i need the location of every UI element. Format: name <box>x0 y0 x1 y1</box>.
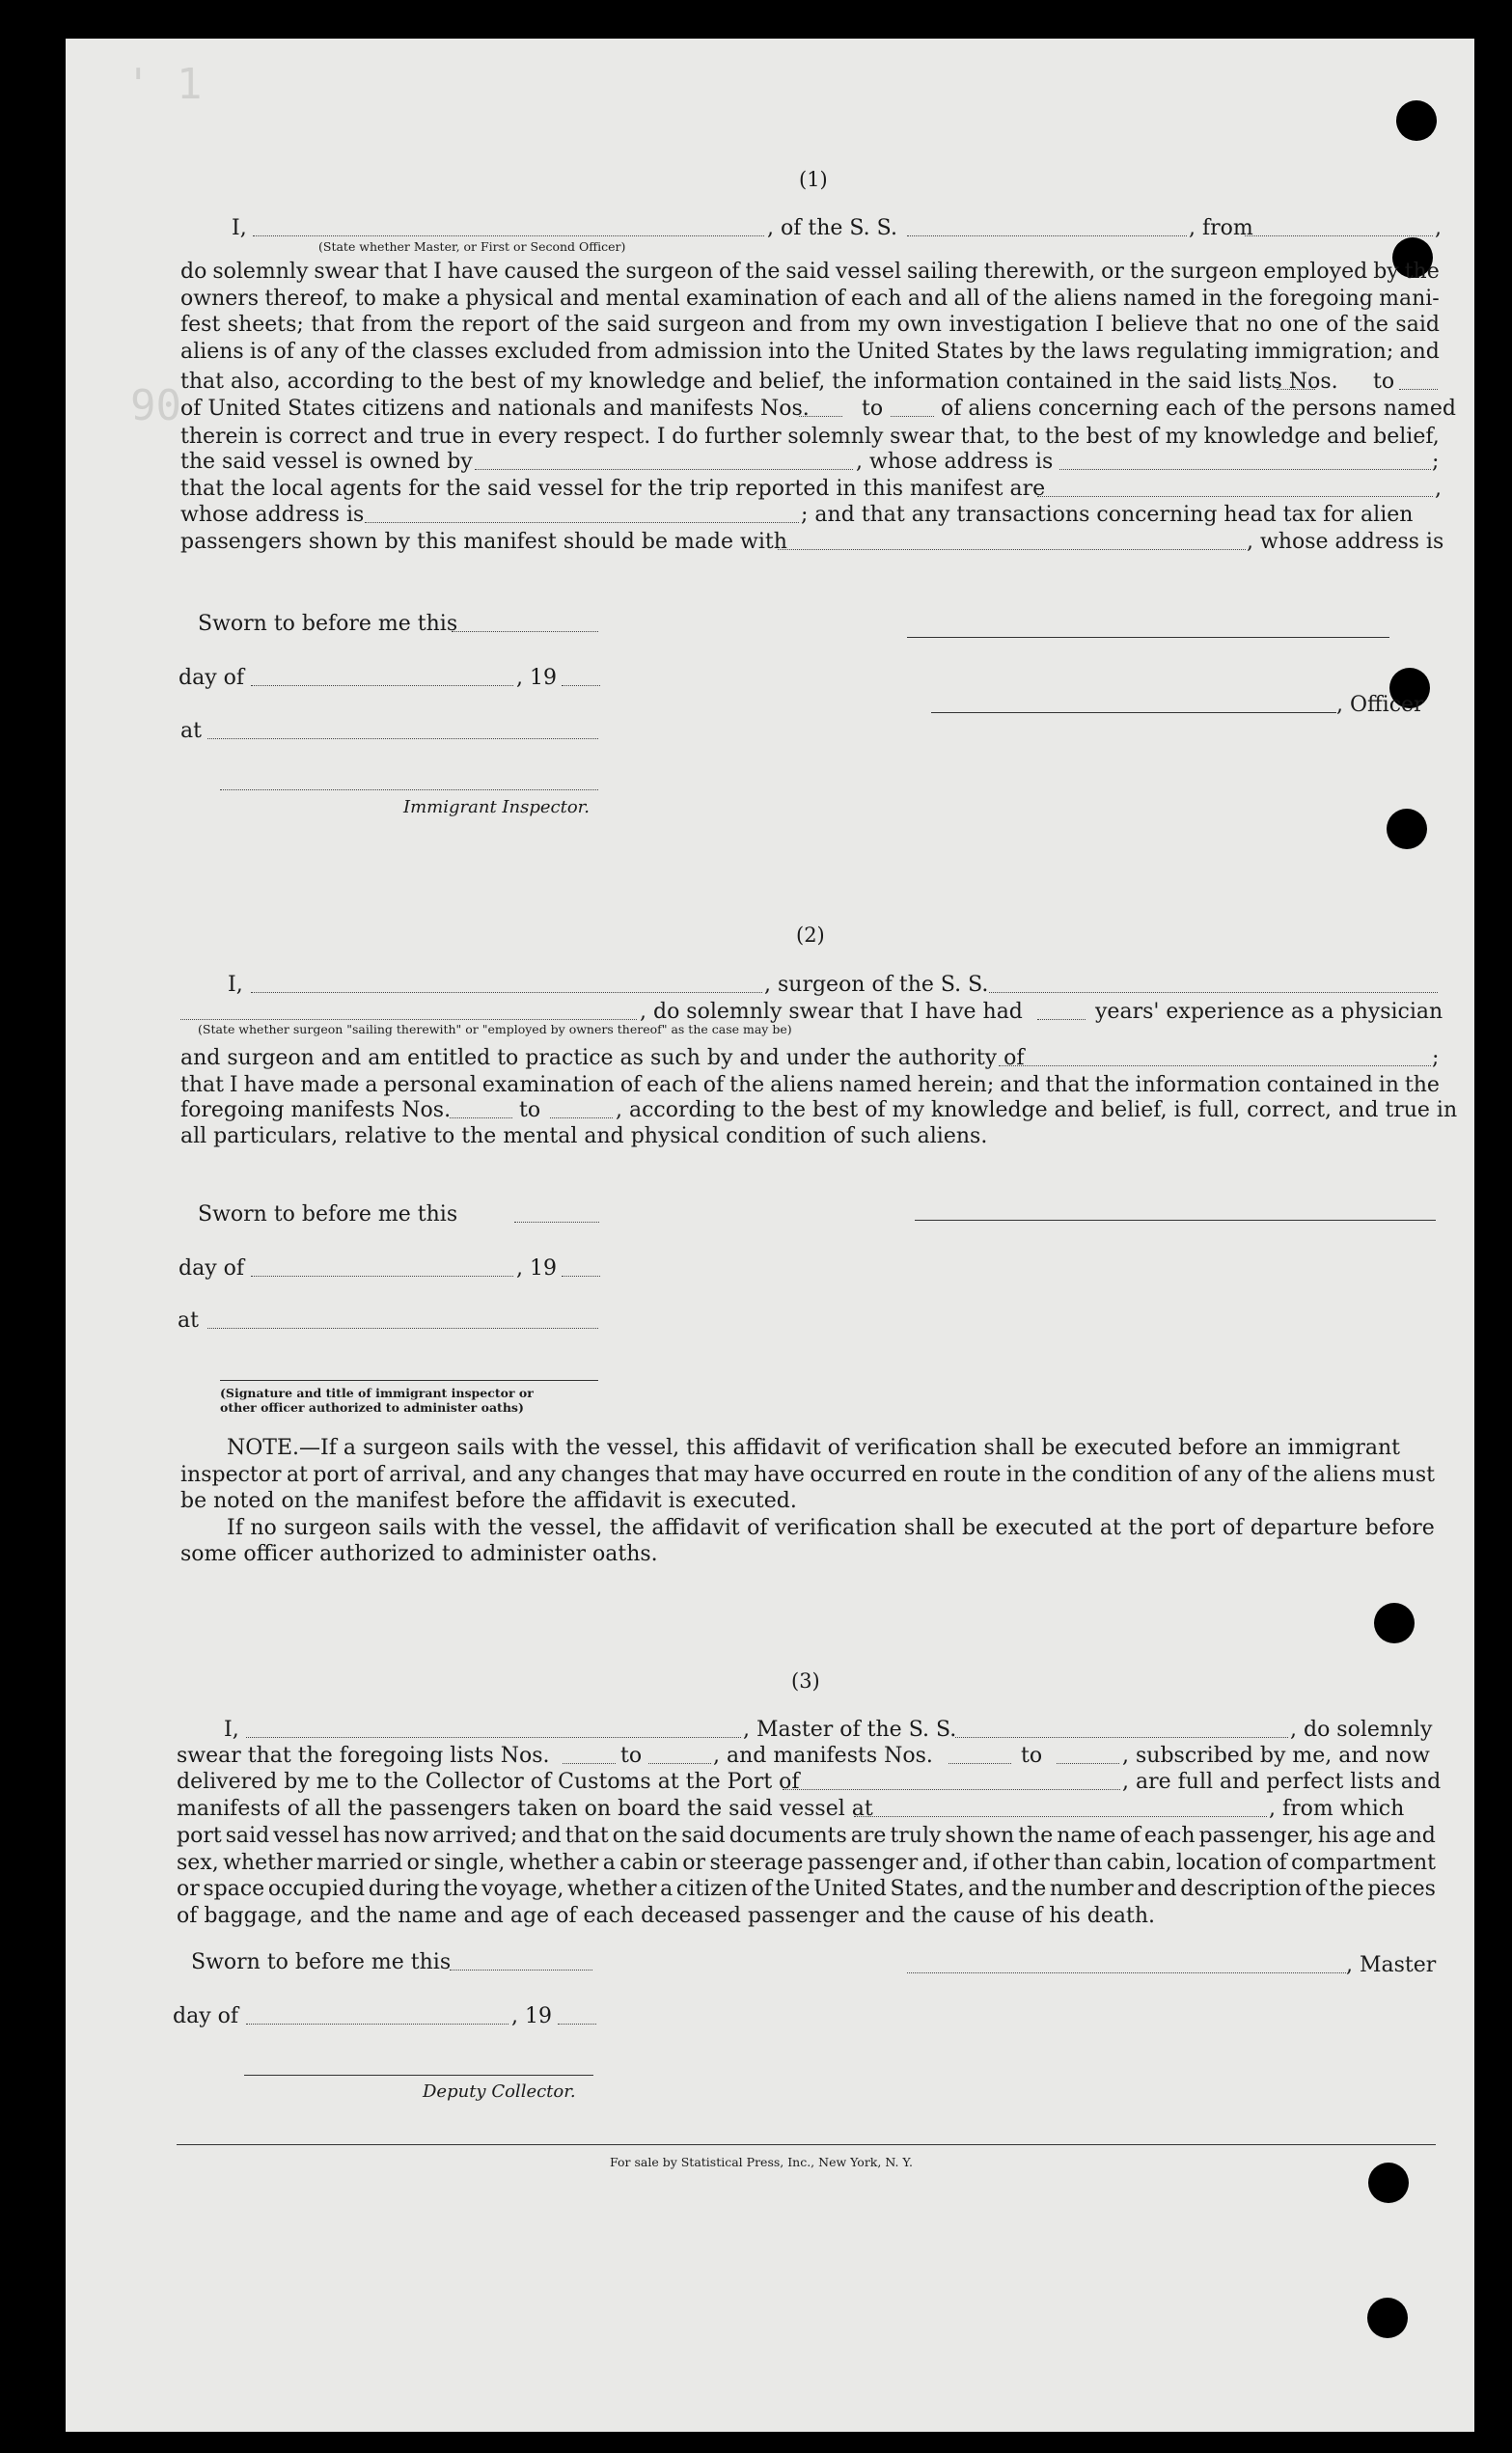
bleed-through: ' 1 <box>125 60 203 109</box>
text: , Master of the S. S. <box>743 1718 957 1742</box>
text: , 19 <box>511 2004 552 2028</box>
caption: (State whether surgeon "sailing therewith" or "employed by owners thereof" as the case may be) <box>198 1022 792 1036</box>
text: , 19 <box>516 666 557 690</box>
vessel-field[interactable] <box>907 235 1187 236</box>
day-field[interactable] <box>251 1276 513 1277</box>
paragraph-line: sex, whether married or single, whether a cabin or steerage passenger and, if other than cabin, location of compartment <box>177 1850 1436 1875</box>
text: , <box>1435 216 1442 240</box>
note-label: NOTE. <box>227 1436 300 1460</box>
text: that the local agents for the said vessel for the trip reported in this manifest are <box>180 477 1046 501</box>
text: , Officer <box>1336 693 1424 717</box>
vessel-field[interactable] <box>955 1737 1288 1738</box>
caption: (Signature and title of immigrant inspector or <box>220 1386 534 1400</box>
bleed-through: 90 <box>130 381 181 430</box>
text: ; <box>1432 1046 1440 1070</box>
text: to <box>620 1744 643 1768</box>
paragraph-line: aliens is of any of the classes excluded from admission into the United States by the laws regulating immigration; and <box>180 339 1440 364</box>
punch-hole <box>1367 2298 1408 2338</box>
note-paragraph <box>180 1435 1435 1568</box>
master-name-field[interactable] <box>246 1737 741 1738</box>
punch-hole <box>1374 1603 1415 1643</box>
manifest-from-field[interactable] <box>799 416 842 417</box>
text: , surgeon of the S. S. <box>764 973 989 997</box>
paragraph-line: fest sheets; that from the report of the said surgeon and from my own investigation I believe that no one of the said <box>180 313 1440 337</box>
footer-rule <box>177 2144 1436 2145</box>
surgeon-name-field[interactable] <box>251 992 762 993</box>
head-tax-field[interactable] <box>778 549 1246 550</box>
list-from-field[interactable] <box>563 1763 616 1764</box>
text: delivered by me to the Collector of Customs at the Port of <box>177 1770 800 1794</box>
paragraph-line: of baggage, and the name and age of each deceased passenger and the cause of his death. <box>177 1903 1155 1928</box>
owner-address-field[interactable] <box>1059 469 1431 470</box>
port-field[interactable] <box>783 1789 1120 1790</box>
punch-hole <box>1396 100 1437 141</box>
paragraph-line: owners thereof, to make a physical and mental examination of each and all of the aliens named in the foregoing mani- <box>180 286 1440 311</box>
inspector-signature-line[interactable] <box>220 789 598 790</box>
text: day of <box>179 1256 245 1281</box>
master-field[interactable] <box>253 235 764 236</box>
text: , 19 <box>516 1256 557 1281</box>
text: at <box>178 1309 199 1333</box>
text: swear that the foregoing lists Nos. <box>177 1744 550 1768</box>
text: to <box>519 1098 541 1122</box>
text: whose address is <box>180 503 365 527</box>
surgeon-type-field[interactable] <box>180 1019 637 1020</box>
paragraph-line: port said vessel has now arrived; and that on the said documents are truly shown the name of each passenger, his age and <box>177 1824 1436 1848</box>
surgeon-signature-line[interactable] <box>915 1220 1436 1221</box>
list-to-field[interactable] <box>1399 389 1438 390</box>
owner-field[interactable] <box>475 469 853 470</box>
paragraph-line: or space occupied during the voyage, whether a citizen of the United States, and the number and description of the pieces <box>177 1877 1436 1901</box>
from-field[interactable] <box>1245 235 1433 236</box>
paragraph-line: some officer authorized to administer oaths. <box>180 1542 658 1566</box>
paragraph-line: If no surgeon sails with the vessel, the affidavit of verification shall be executed at the port of departure before <box>227 1515 1435 1540</box>
inspector-signature-line[interactable] <box>220 1380 598 1381</box>
officer-line[interactable] <box>931 712 1336 713</box>
manifest-from-field[interactable] <box>948 1763 1011 1764</box>
text: day of <box>179 666 245 690</box>
signature-line[interactable] <box>907 637 1389 638</box>
text: all particulars, relative to the mental and physical condition of such aliens. <box>180 1124 988 1148</box>
text: , do solemnly swear that I have had <box>640 1000 1023 1024</box>
collector-signature-line[interactable] <box>244 2075 593 2076</box>
text: Deputy Collector. <box>423 2081 576 2102</box>
section-3-heading: (3) <box>791 1669 820 1693</box>
caption: other officer authorized to administer oaths) <box>220 1400 524 1415</box>
manifest-to-field[interactable] <box>550 1117 613 1118</box>
text: foregoing manifests Nos. <box>180 1098 452 1122</box>
text: that also, according to the best of my knowledge and belief, the information contained in the said lists Nos. <box>180 370 1338 394</box>
text: years' experience as a physician <box>1095 1000 1443 1024</box>
departure-port-field[interactable] <box>854 1816 1267 1817</box>
manifest-from-field[interactable] <box>450 1117 512 1118</box>
vessel-field[interactable] <box>989 992 1438 993</box>
text: , of the S. S. <box>767 216 897 240</box>
sworn-date-field[interactable] <box>514 1222 599 1223</box>
day-field[interactable] <box>246 2024 509 2025</box>
footer-imprint: For sale by Statistical Press, Inc., New York, N. Y. <box>610 2155 914 2169</box>
years-field[interactable] <box>1037 1019 1086 1020</box>
text: , whose address is <box>1247 530 1444 554</box>
text: , <box>1435 477 1442 501</box>
year-field[interactable] <box>562 1276 600 1277</box>
at-field[interactable] <box>207 1328 598 1329</box>
day-field[interactable] <box>251 685 513 686</box>
paragraph-line: therein is correct and true in every respect. I do further solemnly swear that, to the best of my knowledge and belief, <box>180 425 1440 449</box>
text: of United States citizens and nationals and manifests Nos. <box>180 397 810 421</box>
paragraph-line: do solemnly swear that I have caused the surgeon of the said vessel sailing therewith, or the surgeon employed by the <box>180 260 1440 284</box>
sworn-date-field[interactable] <box>450 1970 592 1971</box>
text: , Master <box>1346 1953 1437 1977</box>
text: I, <box>228 973 243 997</box>
text: , are full and perfect lists and <box>1122 1770 1442 1794</box>
text: , from which <box>1269 1797 1405 1821</box>
master-signature-line[interactable] <box>907 1972 1346 1973</box>
agents-field[interactable] <box>1037 496 1433 497</box>
punch-hole <box>1368 2163 1409 2203</box>
text: , according to the best of my knowledge and belief, is full, correct, and true in <box>616 1098 1458 1122</box>
manifest-to-field[interactable] <box>1057 1763 1119 1764</box>
text: ; and that any transactions concerning head tax for alien <box>801 503 1414 527</box>
at-field[interactable] <box>207 738 598 739</box>
authority-field[interactable] <box>999 1065 1431 1066</box>
text: , and manifests Nos. <box>713 1744 933 1768</box>
text: and surgeon and am entitled to practice as such by and under the authority of <box>180 1046 1025 1070</box>
text: Sworn to before me this <box>198 612 458 636</box>
text: I, <box>224 1718 239 1742</box>
caption: (State whether Master, or First or Second Officer) <box>318 239 626 254</box>
text: , do solemnly <box>1290 1718 1433 1742</box>
text: Sworn to before me this <box>198 1202 458 1226</box>
text: I, <box>232 216 247 240</box>
text: manifests of all the passengers taken on board the said vessel at <box>177 1797 873 1821</box>
punch-hole <box>1387 809 1427 849</box>
text: of aliens concerning each of the persons named <box>941 397 1456 421</box>
paragraph-line: inspector at port of arrival, and any changes that may have occurred en route in the condition of any of the aliens must <box>180 1462 1435 1487</box>
text: to <box>862 397 884 421</box>
paragraph-line: —If a surgeon sails with the vessel, this affidavit of verification shall be executed before an immigrant <box>299 1436 1400 1460</box>
sworn-date-field[interactable] <box>452 631 598 632</box>
agents-address-field[interactable] <box>365 522 799 523</box>
text: to <box>1373 370 1395 394</box>
text: the said vessel is owned by <box>180 450 473 474</box>
text: day of <box>173 2004 239 2028</box>
section-2-heading: (2) <box>796 923 825 947</box>
text: passengers shown by this manifest should be made with <box>180 530 787 554</box>
manifest-to-field[interactable] <box>891 416 934 417</box>
year-field[interactable] <box>562 685 600 686</box>
section-1-heading: (1) <box>799 168 828 191</box>
list-from-field[interactable] <box>1277 389 1315 390</box>
text: , whose address is <box>856 450 1054 474</box>
text: , subscribed by me, and now <box>1122 1744 1430 1768</box>
list-to-field[interactable] <box>648 1763 711 1764</box>
paragraph-line: that I have made a personal examination of each of the aliens named herein; and that the information contained in the <box>180 1073 1440 1097</box>
text: at <box>180 719 202 743</box>
text: Immigrant Inspector. <box>403 797 591 817</box>
text: Sworn to before me this <box>191 1950 452 1974</box>
text: ; <box>1432 450 1440 474</box>
text: , from <box>1189 216 1253 240</box>
year-field[interactable] <box>558 2024 596 2025</box>
text: to <box>1021 1744 1043 1768</box>
paragraph-line: be noted on the manifest before the affidavit is executed. <box>180 1489 797 1513</box>
